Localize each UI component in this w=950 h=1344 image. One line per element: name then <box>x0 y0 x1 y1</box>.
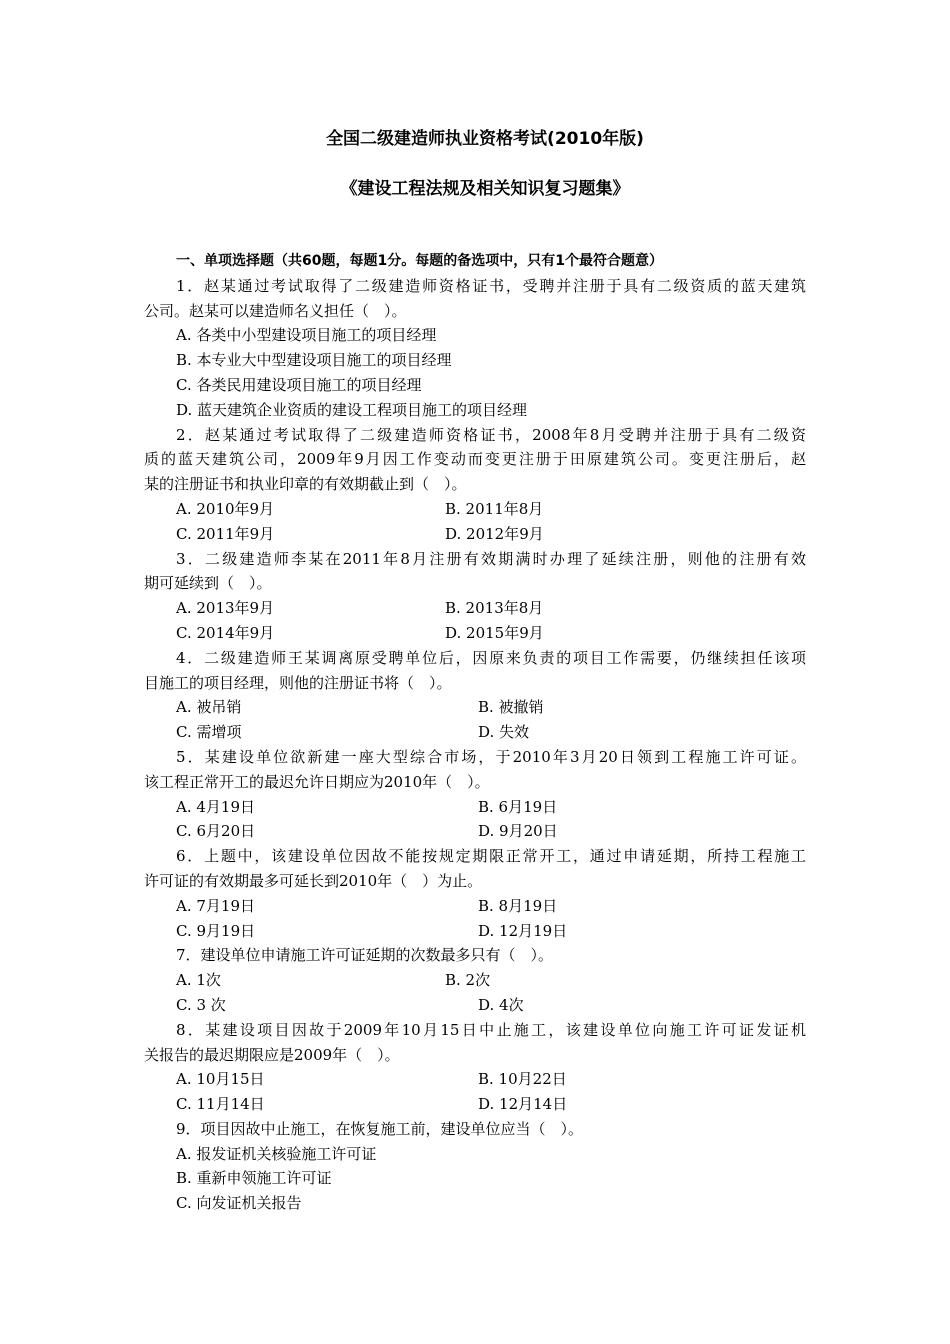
question-7-option-c: C. 3 次 <box>176 995 226 1014</box>
question-4-stem: 目施工的项目经理，则他的注册证书将（ ）。 <box>144 673 452 692</box>
question-1-stem: 1．赵某通过考试取得了二级建造师资格证书，受聘并注册于具有二级资质的蓝天建筑 <box>176 276 806 295</box>
question-1-option-b: B. 本专业大中型建设项目施工的项目经理 <box>176 351 452 370</box>
question-2-option-d: D. 2012年9月 <box>445 524 544 543</box>
question-2-stem: 某的注册证书和执业印章的有效期截止到（ ）。 <box>144 475 467 494</box>
question-8-stem: 关报告的最迟期限应是2009年（ ）。 <box>144 1045 400 1064</box>
document-title: 全国二级建造师执业资格考试(2010年版) <box>326 129 644 149</box>
question-4-option-a: A. 被吊销 <box>176 698 242 717</box>
question-8-stem: 8．某建设项目因故于2009年10月15日中止施工，该建设单位向施工许可证发证机 <box>176 1020 806 1039</box>
question-4-option-d: D. 失效 <box>478 723 530 742</box>
question-7-stem: 7．建设单位申请施工许可证延期的次数最多只有（ ）。 <box>176 946 554 965</box>
question-1-stem: 公司。赵某可以建造师名义担任（ ）。 <box>144 301 407 320</box>
question-2-options-row <box>144 497 806 522</box>
question-6-option-a: A. 7月19日 <box>176 896 255 915</box>
question-2-option-c: C. 2011年9月 <box>176 524 275 543</box>
question-5-options-row <box>144 795 806 820</box>
question-3-option-d: D. 2015年9月 <box>445 623 544 642</box>
question-3-options-row <box>144 621 806 646</box>
question-6-option-b: B. 8月19日 <box>478 896 558 915</box>
question-6-option-d: D. 12月19日 <box>478 921 568 940</box>
question-7-option-b: B. 2次 <box>445 971 491 990</box>
question-3-option-b: B. 2013年8月 <box>445 599 544 618</box>
question-4-options-row <box>144 720 806 745</box>
question-2-option-a: A. 2010年9月 <box>176 499 275 518</box>
question-6-stem: 6．上题中，该建设单位因故不能按规定期限正常开工，通过申请延期，所持工程施工 <box>176 847 806 866</box>
question-list <box>144 249 806 1216</box>
question-9-option-b: B. 重新申领施工许可证 <box>176 1169 332 1188</box>
question-5-options-row <box>144 819 806 844</box>
question-6-option-c: C. 9月19日 <box>176 921 256 940</box>
question-8-option-c: C. 11月14日 <box>176 1095 265 1114</box>
question-3-option-a: A. 2013年9月 <box>176 599 275 618</box>
question-1-option-d: D. 蓝天建筑企业资质的建设工程项目施工的项目经理 <box>176 400 528 419</box>
question-2-options-row <box>144 522 806 547</box>
question-5-option-a: A. 4月19日 <box>176 797 255 816</box>
question-5-stem: 5．某建设单位欲新建一座大型综合市场，于2010年3月20日领到工程施工许可证。 <box>176 747 806 766</box>
question-8-option-d: D. 12月14日 <box>478 1095 568 1114</box>
question-3-stem: 3．二级建造师李某在2011年8月注册有效期满时办理了延续注册，则他的注册有效 <box>176 549 806 568</box>
question-6-stem: 许可证的有效期最多可延长到2010年（ ）为止。 <box>144 871 483 890</box>
question-2-stem: 2．赵某通过考试取得了二级建造师资格证书，2008年8月受聘并注册于具有二级资 <box>176 425 806 444</box>
question-9-option-c: C. 向发证机关报告 <box>176 1194 302 1213</box>
question-3-stem: 期可延续到（ ）。 <box>144 574 272 593</box>
question-1-option-a: A. 各类中小型建设项目施工的项目经理 <box>176 326 437 345</box>
question-8-option-b: B. 10月22日 <box>478 1070 567 1089</box>
question-8-option-a: A. 10月15日 <box>176 1070 265 1089</box>
question-4-option-c: C. 需增项 <box>176 723 242 742</box>
question-4-stem: 4．二级建造师王某调离原受聘单位后，因原来负责的项目工作需要，仍继续担任该项 <box>176 648 806 667</box>
question-7-options-row <box>144 993 806 1018</box>
question-5-option-b: B. 6月19日 <box>478 797 558 816</box>
question-9-stem: 9．项目因故中止施工，在恢复施工前，建设单位应当（ ）。 <box>176 1119 584 1138</box>
question-4-options-row <box>144 695 806 720</box>
question-7-options-row <box>144 968 806 993</box>
question-5-option-c: C. 6月20日 <box>176 822 256 841</box>
question-8-options-row <box>144 1067 806 1092</box>
question-7-option-a: A. 1次 <box>176 971 221 990</box>
question-7-option-d: D. 4次 <box>478 995 524 1014</box>
question-3-option-c: C. 2014年9月 <box>176 623 275 642</box>
question-2-option-b: B. 2011年8月 <box>445 499 544 518</box>
question-8-options-row <box>144 1092 806 1117</box>
question-5-option-d: D. 9月20日 <box>478 822 558 841</box>
question-6-options-row <box>144 894 806 919</box>
question-3-options-row <box>144 596 806 621</box>
document-subtitle: 《建设工程法规及相关知识复习题集》 <box>340 179 630 199</box>
question-2-stem: 质的蓝天建筑公司，2009年9月因工作变动而变更注册于田原建筑公司。变更注册后，赵 <box>144 450 806 469</box>
question-9-option-a: A. 报发证机关核验施工许可证 <box>176 1144 377 1163</box>
question-1-option-c: C. 各类民用建设项目施工的项目经理 <box>176 375 422 394</box>
question-5-stem: 该工程正常开工的最迟允许日期应为2010年（ ）。 <box>144 772 490 791</box>
section-heading: 一、单项选择题（共60题，每题1分。每题的备选项中，只有1个最符合题意） <box>176 253 663 269</box>
question-6-options-row <box>144 919 806 944</box>
question-4-option-b: B. 被撤销 <box>478 698 544 717</box>
